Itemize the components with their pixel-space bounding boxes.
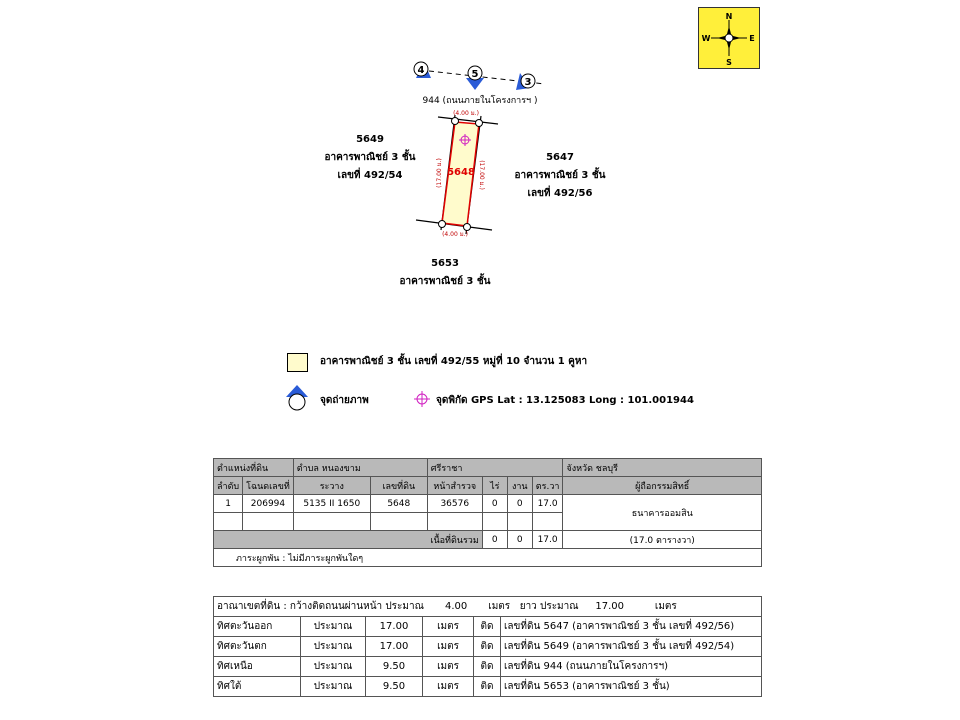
photo-point-3-icon <box>516 73 535 90</box>
boundary-desc: เลขที่ดิน 5653 (อาคารพาณิชย์ 3 ชั้น) <box>501 677 762 697</box>
boundary-approx: ประมาณ <box>301 637 366 657</box>
neighbor-east <box>495 149 625 203</box>
header-survey: หน้าสำรวจ <box>427 477 482 495</box>
neighbor-east-number: 5647 <box>546 152 574 163</box>
total-label: เนื้อที่ดินรวม <box>214 531 483 549</box>
header-sheet: ระวาง <box>293 477 370 495</box>
neighbor-west-address: เลขที่ 492/54 <box>337 170 403 181</box>
header-deed: โฉนดเลขที่ <box>243 477 294 495</box>
cell-owner: ธนาคารออมสิน <box>563 495 762 531</box>
cell-no: 1 <box>214 495 243 513</box>
neighbor-east-address: เลขที่ 492/56 <box>527 188 593 199</box>
photo-point-5-icon <box>466 66 484 90</box>
header-no: ลำดับ <box>214 477 243 495</box>
total-rai: 0 <box>482 531 507 549</box>
compass-w: W <box>701 34 711 43</box>
road-label: 944 (ถนนภายในโครงการฯ ) <box>422 96 538 106</box>
boundary-approx: ประมาณ <box>301 657 366 677</box>
svg-text:3: 3 <box>524 77 532 88</box>
parcel-number: 5648 <box>447 167 475 178</box>
photo-point-legend-icon <box>284 383 310 413</box>
land-table <box>213 458 762 567</box>
boundary-len: 17.00 <box>366 617 423 637</box>
boundary-table <box>213 596 762 697</box>
boundary-len: 9.50 <box>366 657 423 677</box>
boundary-adj: ติด <box>474 657 501 677</box>
boundary-adj: ติด <box>474 637 501 657</box>
boundary-row <box>214 617 762 637</box>
boundary-row <box>214 657 762 677</box>
location-label: ตำแหน่งที่ดิน <box>214 459 294 477</box>
svg-text:5: 5 <box>471 69 479 80</box>
cell-rai: 0 <box>482 495 507 513</box>
boundary-adj: ติด <box>474 617 501 637</box>
neighbor-south-number: 5653 <box>431 258 459 269</box>
total-note: (17.0 ตารางวา) <box>563 531 762 549</box>
boundary-row <box>214 677 762 697</box>
dim-bottom: (4.00 ม.) <box>442 231 468 238</box>
dim-right: (17.00 ม.) <box>478 160 485 190</box>
cell-land-no: 5648 <box>370 495 427 513</box>
boundary-approx: ประมาณ <box>301 617 366 637</box>
boundary-desc: เลขที่ดิน 944 (ถนนภายในโครงการฯ) <box>501 657 762 677</box>
boundary-header-label: อาณาเขตที่ดิน : กว้างติดถนนผ่านหน้า ประมาณ <box>217 601 424 612</box>
total-wa: 17.0 <box>532 531 563 549</box>
boundary-unit2: เมตร <box>654 601 677 612</box>
boundary-unit: เมตร <box>423 617 474 637</box>
svg-text:4: 4 <box>417 65 425 76</box>
boundary-unit: เมตร <box>423 637 474 657</box>
neighbor-south <box>380 255 510 291</box>
boundary-dir: ทิศใต้ <box>214 677 301 697</box>
compass-e: E <box>749 34 755 43</box>
neighbor-west-desc: อาคารพาณิชย์ 3 ชั้น <box>324 152 416 163</box>
cell-deed: 206994 <box>243 495 294 513</box>
legend-photo-label: จุดถ่ายภาพ <box>320 395 369 406</box>
header-land-no: เลขที่ดิน <box>370 477 427 495</box>
neighbor-west <box>310 131 430 185</box>
header-wa: ตร.วา <box>532 477 563 495</box>
neighbor-south-desc: อาคารพาณิชย์ 3 ชั้น <box>399 276 491 287</box>
gps-legend-icon <box>414 391 430 407</box>
dim-left: (17.00 ม.) <box>436 158 443 188</box>
total-ngan: 0 <box>507 531 532 549</box>
cell-ngan: 0 <box>507 495 532 513</box>
legend-building-swatch <box>287 353 308 372</box>
encumbrance: ภาระผูกพัน : ไม่มีภาระผูกพันใดๆ <box>214 549 762 567</box>
boundary-len: 9.50 <box>366 677 423 697</box>
header-ngan: งาน <box>507 477 532 495</box>
photo-point-4-icon <box>414 62 431 78</box>
boundary-length: 17.00 <box>595 601 625 612</box>
neighbor-west-number: 5649 <box>356 134 384 145</box>
boundary-length-label: ยาว ประมาณ <box>519 601 579 612</box>
boundary-unit: เมตร <box>423 677 474 697</box>
boundary-desc: เลขที่ดิน 5647 (อาคารพาณิชย์ 3 ชั้น เลขที่ 492/56) <box>501 617 762 637</box>
legend-building-label: อาคารพาณิชย์ 3 ชั้น เลขที่ 492/55 หมู่ที่ 10 จำนวน 1 คูหา <box>320 356 588 367</box>
table-row <box>214 495 762 513</box>
boundary-width: 4.00 <box>444 601 468 612</box>
boundary-len: 17.00 <box>366 637 423 657</box>
subdistrict: ตำบล หนองขาม <box>293 459 427 477</box>
cell-survey: 36576 <box>427 495 482 513</box>
cell-sheet: 5135 II 1650 <box>293 495 370 513</box>
legend-gps-label: จุดพิกัด GPS Lat : 13.125083 Long : 101.001944 <box>436 395 694 406</box>
district: ศรีราชา <box>427 459 563 477</box>
cell-wa: 17.0 <box>532 495 563 513</box>
neighbor-east-desc: อาคารพาณิชย์ 3 ชั้น <box>514 170 606 181</box>
boundary-adj: ติด <box>474 677 501 697</box>
dim-top: (4.00 ม.) <box>453 110 479 117</box>
compass-n: N <box>725 12 733 21</box>
header-rai: ไร่ <box>482 477 507 495</box>
header-owner: ผู้ถือกรรมสิทธิ์ <box>563 477 762 495</box>
boundary-approx: ประมาณ <box>301 677 366 697</box>
boundary-desc: เลขที่ดิน 5649 (อาคารพาณิชย์ 3 ชั้น เลขที่ 492/54) <box>501 637 762 657</box>
compass-s: S <box>726 58 732 67</box>
province: จังหวัด ชลบุรี <box>563 459 762 477</box>
boundary-unit: เมตร <box>423 657 474 677</box>
boundary-dir: ทิศตะวันตก <box>214 637 301 657</box>
boundary-dir: ทิศเหนือ <box>214 657 301 677</box>
boundary-row <box>214 637 762 657</box>
boundary-header <box>214 597 762 617</box>
boundary-unit1: เมตร <box>488 601 511 612</box>
boundary-dir: ทิศตะวันออก <box>214 617 301 637</box>
